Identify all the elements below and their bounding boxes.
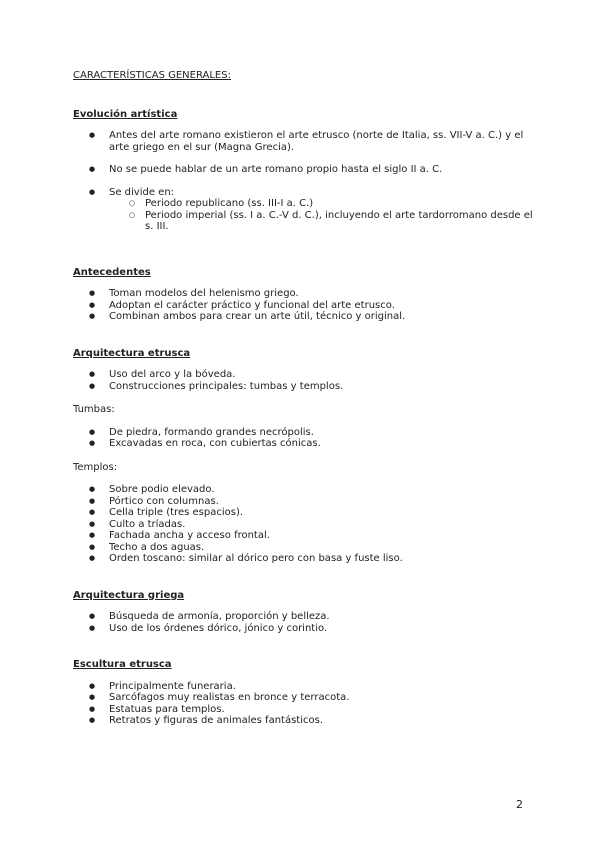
list-escultura	[73, 681, 533, 727]
document-body	[73, 70, 533, 752]
list-item: ● Uso de los órdenes dórico, jónico y corintio.	[73, 623, 533, 635]
section-evolucion	[73, 109, 533, 233]
list-item: ● Culto a tríadas.	[73, 519, 533, 531]
heading-antecedentes: Antecedentes	[73, 266, 151, 278]
list-item: ● Fachada ancha y acceso frontal.	[73, 530, 533, 542]
list-item: ● Combinan ambos para crear un arte útil, técnico y original.	[73, 311, 533, 323]
section-arq-etrusca	[73, 348, 533, 565]
list-item: ● Orden toscano: similar al dórico pero con basa y fuste liso.	[73, 553, 533, 565]
subheading-templos: Templos:	[73, 461, 118, 473]
list-item: ● Sobre podio elevado.	[73, 484, 533, 496]
heading-escultura: Escultura etrusca	[73, 659, 172, 670]
list-item: ● De piedra, formando grandes necrópolis.	[73, 427, 533, 439]
list-item: ● Pórtico con columnas.	[73, 496, 533, 508]
list-arq-griega	[73, 611, 533, 634]
list-item: ● Estatuas para templos.	[73, 704, 533, 716]
subheading-tumbas: Tumbas:	[73, 404, 115, 415]
list-item: ● Toman modelos del helenismo griego.	[73, 288, 533, 300]
heading-arq-etrusca: Arquitectura etrusca	[73, 347, 191, 359]
sublist-item: ○ Periodo republicano (ss. III-I a. C.)	[109, 198, 533, 210]
list-item: ● Búsqueda de armonía, proporción y belleza.	[73, 611, 533, 623]
list-item: ● Cella triple (tres espacios).	[73, 507, 533, 519]
list-antecedentes	[73, 288, 533, 323]
list-item: ● Techo a dos aguas.	[73, 542, 533, 554]
list-arq-etrusca	[73, 369, 533, 392]
list-item: ● Principalmente funeraria.	[73, 681, 533, 693]
list-templos	[73, 484, 533, 565]
page-number: 2	[516, 798, 523, 811]
list-item-text: Se divide en:	[109, 186, 175, 198]
list-item: ● Retratos y figuras de animales fantásticos.	[73, 715, 533, 727]
list-item: ● Antes del arte romano existieron el arte etrusco (norte de Italia, ss. VII-V a. C.) y el arte griego en el sur (Magna Grecia).	[73, 130, 533, 153]
list-item: ● Construcciones principales: tumbas y templos.	[73, 381, 533, 393]
heading-arq-griega: Arquitectura griega	[73, 589, 185, 601]
list-tumbas	[73, 427, 533, 450]
sublist-item: ○ Periodo imperial (ss. I a. C.-V d. C.), incluyendo el arte tardorromano desde el s. III.	[109, 210, 533, 233]
section-escultura	[73, 659, 533, 727]
section-antecedentes	[73, 267, 533, 323]
list-item: ● Adoptan el carácter práctico y funcional del arte etrusco.	[73, 300, 533, 312]
list-evolucion	[73, 130, 533, 233]
list-item	[73, 187, 533, 233]
sublist-periodos	[109, 198, 533, 233]
list-item: ● No se puede hablar de un arte romano propio hasta el siglo II a. C.	[73, 164, 533, 176]
page-title: CARACTERÍSTICAS GENERALES:	[73, 70, 231, 81]
heading-evolucion: Evolución artística	[73, 108, 178, 120]
list-item: ● Excavadas en roca, con cubiertas cónicas.	[73, 438, 533, 450]
list-item: ● Uso del arco y la bóveda.	[73, 369, 533, 381]
section-arq-griega	[73, 590, 533, 635]
list-item: ● Sarcófagos muy realistas en bronce y terracota.	[73, 692, 533, 704]
